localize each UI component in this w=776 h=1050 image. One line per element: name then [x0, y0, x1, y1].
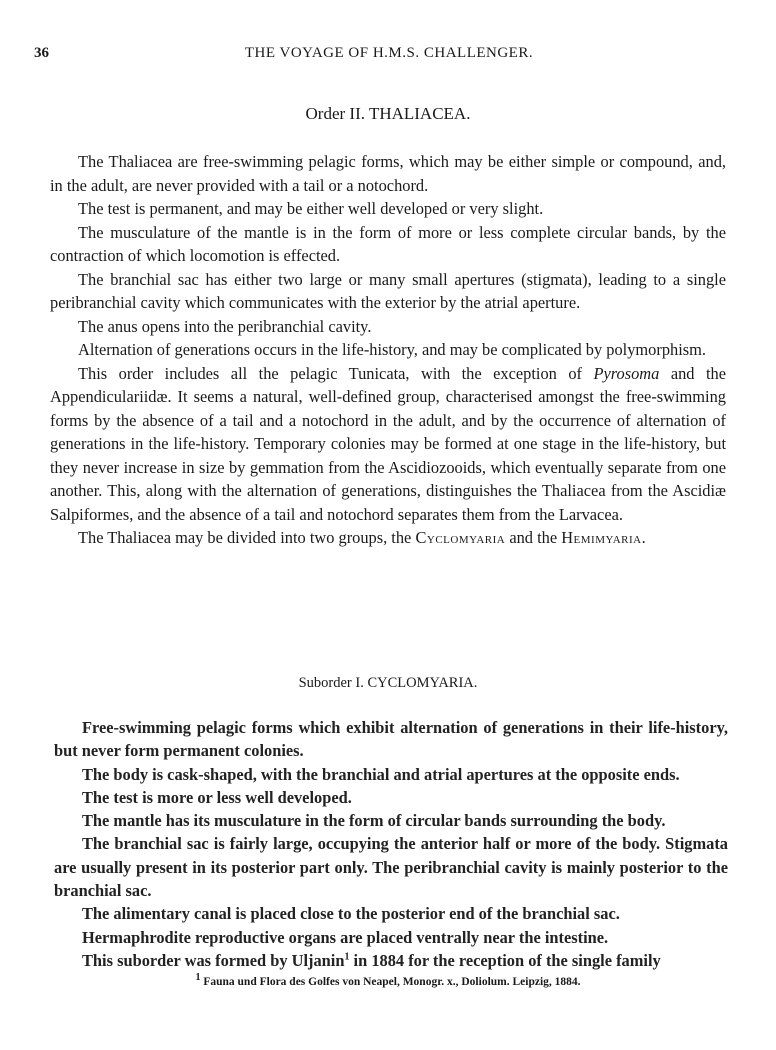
text-run: and the	[505, 528, 562, 547]
paragraph: The Thaliacea are free-swimming pelagic forms, which may be either simple or compound, and, in the adult, are never provided with a tail or a notochord.	[50, 152, 726, 195]
group-name-cyclomyaria: Cyclomyaria	[415, 528, 506, 547]
paragraph-continued	[54, 949, 728, 972]
footnote-marker: 1	[195, 972, 201, 984]
paragraph: The test is permanent, and may be either well developed or very slight.	[78, 199, 544, 218]
footnote-text: Fauna und Flora des Golfes von Neapel, Monogr. x., Doliolum. Leipzig, 1884.	[200, 976, 581, 988]
text-run: .	[641, 528, 646, 547]
paragraph: The alimentary canal is placed close to the posterior end of the branchial sac.	[82, 904, 620, 924]
text-run: and the Appendiculariidæ. It seems a natural, well-defined group, characterised amongst the free-swimming forms by the absence of a tail and a notochord in the adult, and by the occurrence of alternation of generations in the life-history. Temporary colonies may be formed at one stage in the life-history, but they never increase in size by gemmation from the Ascidiozooids, which eventually separate from one another. This, along with the alternation of generations, distinguishes the Thaliacea from the Ascidiæ Salpiformes, and the absence of a tail and notochord separates them from the Larvacea.	[50, 363, 726, 524]
paragraph: Hermaphrodite reproductive organs are placed ventrally near the intestine.	[82, 927, 609, 947]
text-run: The Thaliacea may be divided into two groups, the	[78, 528, 416, 547]
footnote-reference: 1	[344, 951, 350, 963]
footnote	[0, 972, 776, 988]
suborder-heading: Suborder I. CYCLOMYARIA.	[298, 675, 478, 691]
running-title: THE VOYAGE OF H.M.S. CHALLENGER.	[244, 45, 534, 61]
page-header	[34, 45, 744, 67]
paragraph: Free-swimming pelagic forms which exhibit alternation of generations in their life-history, but never form permanent colonies.	[54, 718, 728, 761]
text-run: in 1884 for the reception of the single family	[349, 950, 661, 970]
paragraph: The branchial sac has either two large or many small apertures (stigmata), leading to a single peribranchial cavity which communicates with the exterior by the atrial aperture.	[50, 269, 726, 312]
group-name-hemimyaria: Hemimyaria	[561, 528, 642, 547]
paragraph: The musculature of the mantle is in the form of more or less complete circular bands, by the contraction of which locomotion is effected.	[50, 222, 726, 265]
paragraph: The mantle has its musculature in the form of circular bands surrounding the body.	[82, 811, 666, 831]
paragraph: The anus opens into the peribranchial cavity.	[78, 316, 372, 336]
paragraph: Alternation of generations occurs in the life-history, and may be complicated by polymorphism.	[78, 340, 706, 359]
page-number: 36	[34, 45, 49, 61]
genus-name: Pyrosoma	[593, 363, 660, 383]
text-run: This suborder was formed by Uljanin	[82, 950, 345, 970]
paragraph: The test is more or less well developed.	[82, 787, 352, 807]
paragraph-groups	[50, 526, 726, 550]
paragraph: The branchial sac is fairly large, occupying the anterior half or more of the body. Stigmata are usually present in its posterior part only. The peribranchial cavity is mainly posterior to the branchial sac.	[54, 834, 728, 901]
text-run: This order includes all the pelagic Tunicata, with the exception of	[78, 363, 594, 383]
paragraph: The body is cask-shaped, with the branchial and atrial apertures at the opposite ends.	[82, 764, 680, 784]
paragraph-order-scope	[50, 362, 726, 527]
suborder-section	[54, 716, 728, 972]
order-heading: Order II. THALIACEA.	[305, 104, 471, 123]
order-section	[50, 150, 726, 550]
